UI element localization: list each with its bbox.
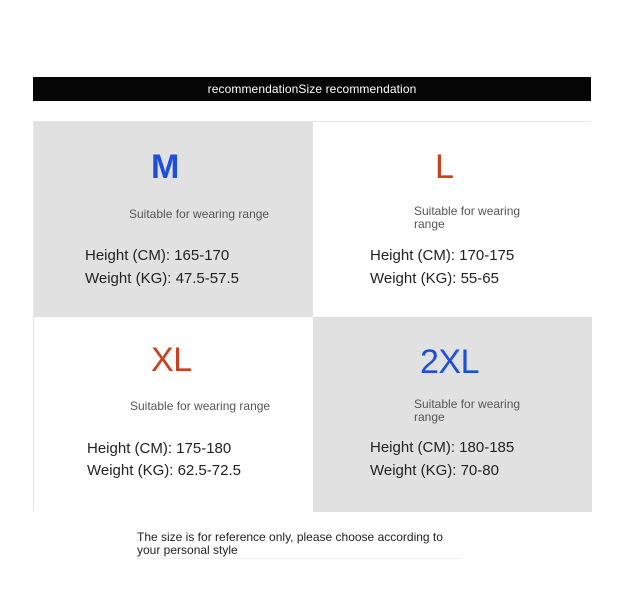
range-label-l: Suitable for wearing range — [414, 204, 521, 231]
size-grid — [33, 121, 591, 511]
size-label-2xl: 2XL — [420, 343, 479, 381]
weight-spec-l: Weight (KG): 55-65 — [370, 270, 499, 287]
size-label-m: M — [151, 148, 179, 186]
weight-spec-xl: Weight (KG): 62.5-72.5 — [87, 462, 241, 479]
header-bar — [33, 77, 591, 101]
size-label-l: L — [435, 148, 454, 186]
weight-spec-2xl: Weight (KG): 70-80 — [370, 462, 499, 479]
footer-note: The size is for reference only, please choose according to your personal style — [137, 530, 443, 557]
range-label-m: Suitable for wearing range — [129, 207, 270, 221]
weight-spec-m: Weight (KG): 47.5-57.5 — [85, 270, 239, 287]
height-spec-m: Height (CM): 165-170 — [85, 247, 230, 264]
size-label-xl: XL — [151, 341, 192, 379]
size-card-m — [34, 122, 313, 317]
footer-divider — [137, 558, 462, 559]
size-card-2xl — [313, 317, 592, 512]
height-spec-l: Height (CM): 170-175 — [370, 247, 515, 264]
size-card-l — [313, 122, 592, 317]
range-label-xl: Suitable for wearing range — [130, 399, 271, 413]
height-spec-2xl: Height (CM): 180-185 — [370, 439, 515, 456]
header-title: recommendationSize recommendation — [207, 82, 417, 96]
height-spec-xl: Height (CM): 175-180 — [87, 440, 232, 457]
size-card-xl — [34, 317, 313, 512]
range-label-2xl: Suitable for wearing range — [414, 397, 521, 424]
